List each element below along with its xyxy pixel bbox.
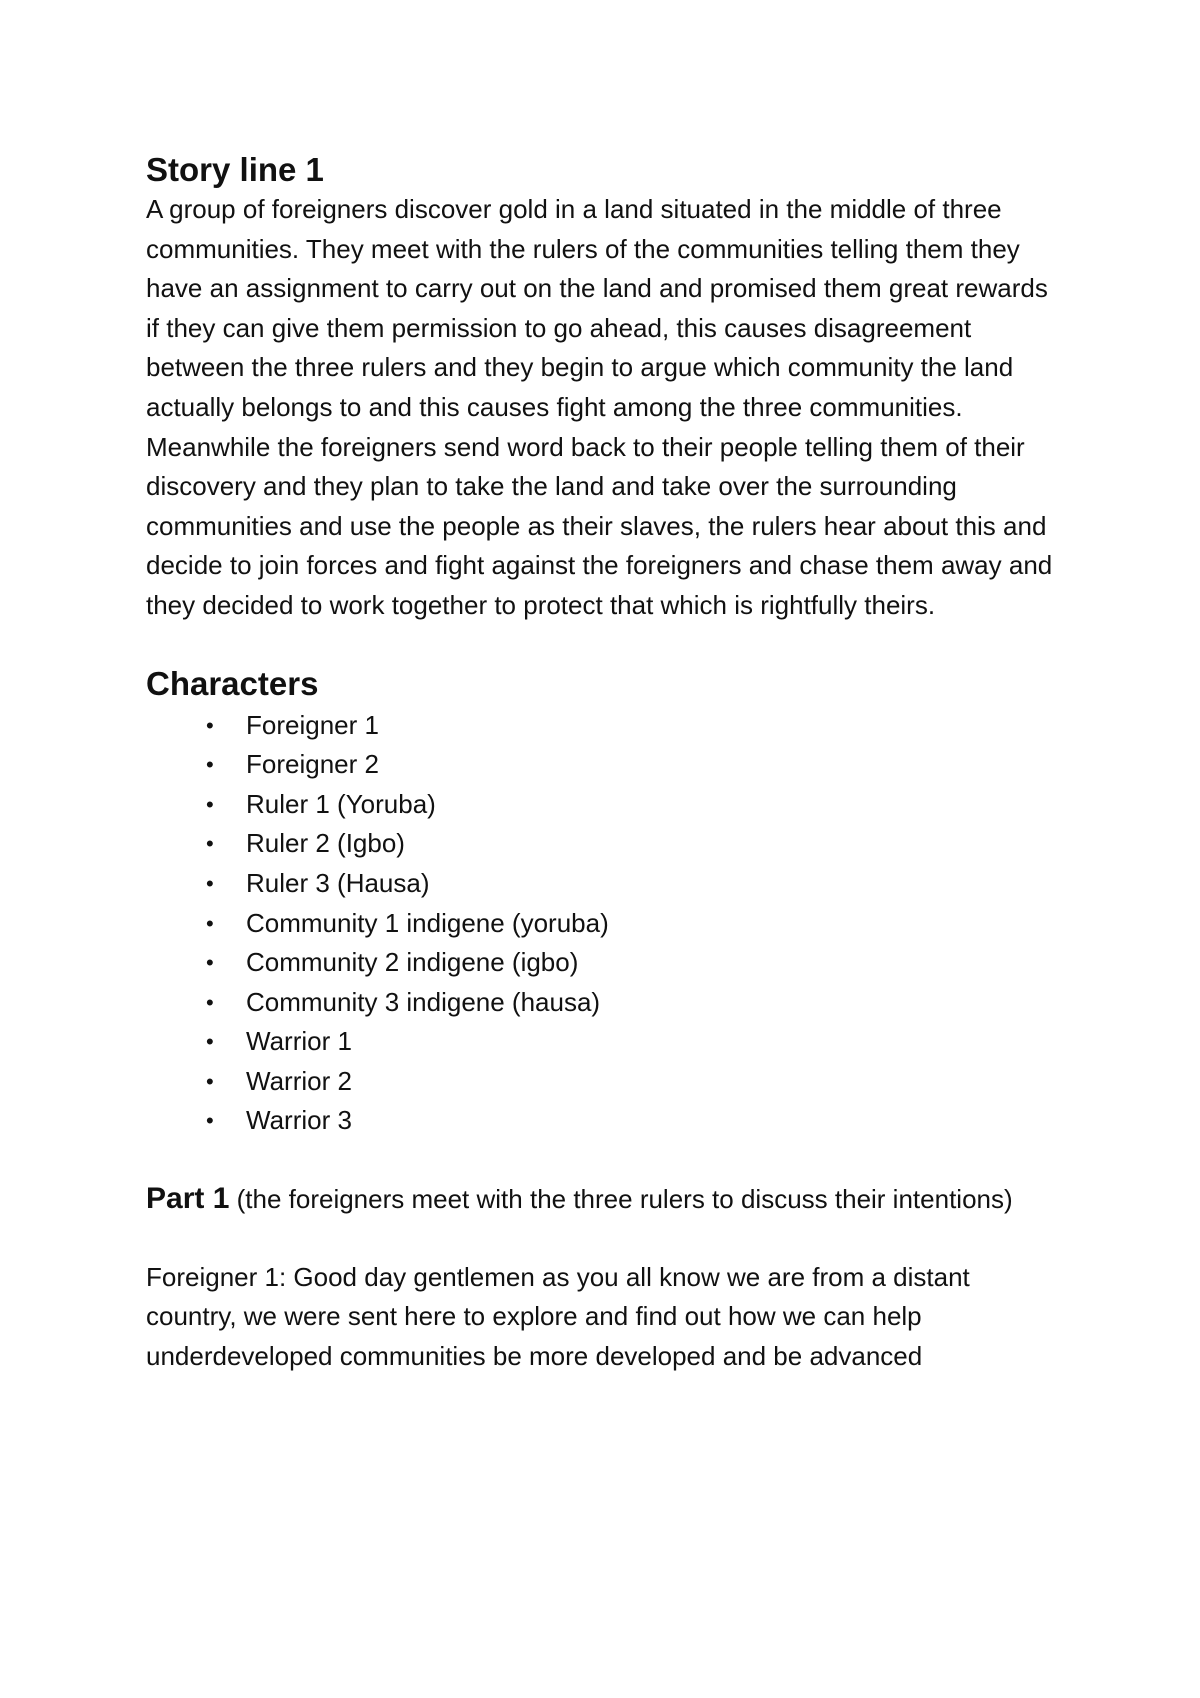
bullet-icon: • xyxy=(206,791,214,817)
list-item xyxy=(206,1062,1066,1102)
character-name: Foreigner 1 xyxy=(246,709,379,740)
character-name: Ruler 1 (Yoruba) xyxy=(246,788,436,819)
character-name: Foreigner 2 xyxy=(246,749,379,780)
bullet-icon: • xyxy=(206,1108,214,1134)
character-name: Community 3 indigene (hausa) xyxy=(246,986,601,1017)
story-title: Story line 1 xyxy=(146,151,324,188)
character-name: Community 1 indigene (yoruba) xyxy=(246,907,609,938)
list-item xyxy=(206,983,1066,1023)
character-name: Warrior 1 xyxy=(246,1026,352,1057)
dialogue-line: Foreigner 1: Good day gentlemen as you all know we are from a distant country, we were sent here to explore and find out how we can help underdeveloped communities be more developed and be advanced xyxy=(146,1261,970,1371)
bullet-icon: • xyxy=(206,950,214,976)
list-item xyxy=(206,864,1066,904)
part-1-intro xyxy=(146,1179,1066,1220)
list-item xyxy=(206,1101,1066,1141)
bullet-icon: • xyxy=(206,870,214,896)
character-name: Warrior 2 xyxy=(246,1065,352,1096)
bullet-icon: • xyxy=(206,752,214,778)
bullet-icon: • xyxy=(206,831,214,857)
bullet-icon: • xyxy=(206,712,214,738)
bullet-icon: • xyxy=(206,910,214,936)
bullet-icon: • xyxy=(206,1068,214,1094)
list-item xyxy=(206,943,1066,983)
list-item xyxy=(206,904,1066,944)
list-item xyxy=(206,785,1066,825)
character-name: Ruler 3 (Hausa) xyxy=(246,867,430,898)
list-item xyxy=(206,824,1066,864)
list-item xyxy=(206,745,1066,785)
part-1-label: Part 1 xyxy=(146,1182,230,1216)
characters-heading: Characters xyxy=(146,664,319,702)
character-name: Ruler 2 (Igbo) xyxy=(246,828,405,859)
part-1-description: (the foreigners meet with the three rulers to discuss their intentions) xyxy=(229,1184,1013,1215)
story-paragraph: A group of foreigners discover gold in a land situated in the middle of three communities. They meet with the rulers of the communities telling them they have an assignment to carry out on the land and promised them great rewards if they can give them permission to go ahead, this causes disagreement between the three rulers and they begin to argue which community the land actually belongs to and this causes fight among the three communities. Meanwhile the foreigners send word back to their people telling them of their discovery and they plan to take the land and take over the surrounding communities and use the people as their slaves, the rulers hear about this and decide to join forces and fight against the foreigners and chase them away and they decided to work together to protect that which is rightfully theirs. xyxy=(146,194,1053,620)
bullet-icon: • xyxy=(206,1029,214,1055)
document-page xyxy=(146,150,1066,1376)
bullet-icon: • xyxy=(206,989,214,1015)
list-item xyxy=(206,1022,1066,1062)
character-name: Community 2 indigene (igbo) xyxy=(246,947,579,978)
list-item xyxy=(206,706,1066,746)
character-name: Warrior 3 xyxy=(246,1105,352,1136)
characters-list xyxy=(146,706,1066,1142)
